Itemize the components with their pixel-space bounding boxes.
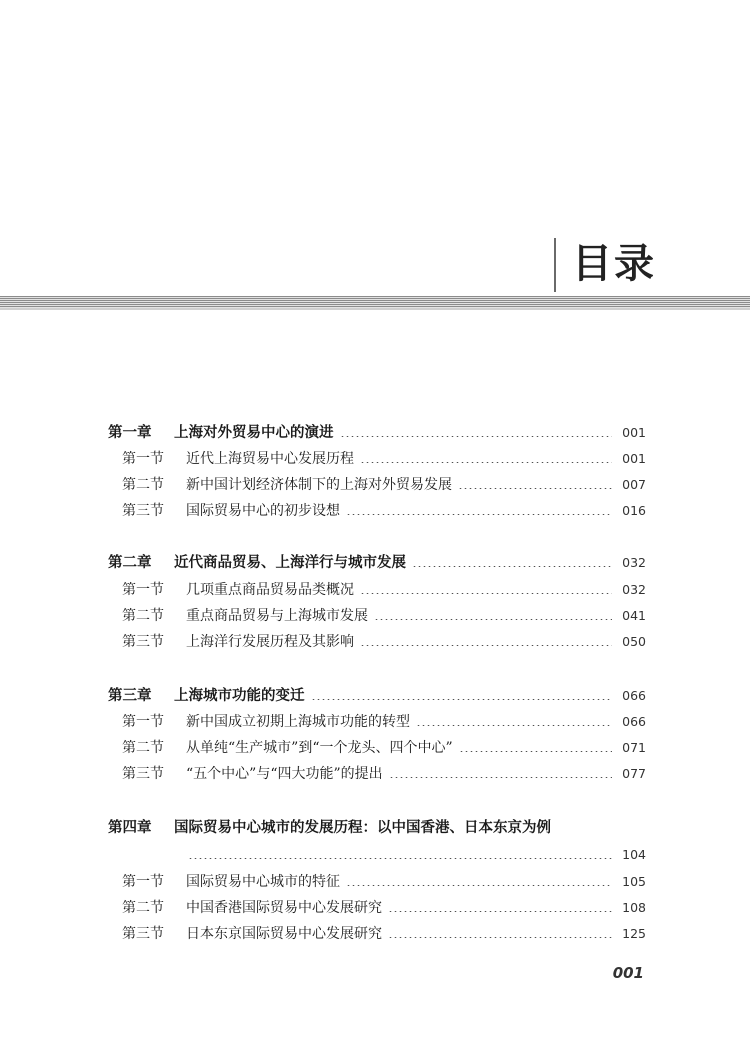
section-label: 第二节 新中国计划经济体制下的上海对外贸易发展 xyxy=(122,477,452,493)
leader-dots xyxy=(459,751,612,752)
leader-dots xyxy=(188,858,612,859)
page-number: 016 xyxy=(622,503,646,518)
toc-section-3-3[interactable] xyxy=(0,762,750,786)
toc-chapter-4[interactable] xyxy=(0,816,750,840)
toc-section-4-3[interactable] xyxy=(0,922,750,946)
toc-chapter-1[interactable] xyxy=(0,421,750,445)
leader-dots xyxy=(311,699,612,700)
section-label: 第三节 上海洋行发展历程及其影响 xyxy=(122,634,354,650)
leader-dots xyxy=(412,566,612,567)
toc-section-2-2[interactable] xyxy=(0,604,750,628)
header-rule xyxy=(0,296,750,308)
section-label: 第三节 日本东京国际贸易中心发展研究 xyxy=(122,926,382,942)
section-label: 第一节 新中国成立初期上海城市功能的转型 xyxy=(122,714,410,730)
section-label: 第二节 中国香港国际贸易中心发展研究 xyxy=(122,900,382,916)
page-folio: 001 xyxy=(612,964,644,982)
page-number: 032 xyxy=(622,582,646,597)
toc-chapter-3[interactable] xyxy=(0,684,750,708)
leader-dots xyxy=(360,462,612,463)
page-number: 050 xyxy=(622,634,646,649)
page-number: 105 xyxy=(622,874,646,889)
section-label: 第一节 近代上海贸易中心发展历程 xyxy=(122,451,354,467)
leader-dots xyxy=(388,911,612,912)
leader-dots xyxy=(388,937,612,938)
page-title: 目录 xyxy=(572,241,656,287)
leader-dots xyxy=(389,777,612,778)
toc-section-1-3[interactable] xyxy=(0,499,750,523)
page-number: 001 xyxy=(622,451,646,466)
header-rule-edge xyxy=(0,308,750,310)
page-number: 007 xyxy=(622,477,646,492)
toc-section-2-1[interactable] xyxy=(0,578,750,602)
page-number: 104 xyxy=(622,847,646,862)
leader-dots xyxy=(458,488,612,489)
section-label: 第二节 从单纯“生产城市”到“一个龙头、四个中心” xyxy=(122,740,453,756)
page-number: 001 xyxy=(622,425,646,440)
page-number: 032 xyxy=(622,555,646,570)
page-number: 066 xyxy=(622,714,646,729)
page-number: 077 xyxy=(622,766,646,781)
toc-section-1-2[interactable] xyxy=(0,473,750,497)
section-label: 第二节 重点商品贸易与上海城市发展 xyxy=(122,608,368,624)
toc-chapter-2[interactable] xyxy=(0,551,750,575)
toc-section-2-3[interactable] xyxy=(0,630,750,654)
leader-dots xyxy=(340,436,612,437)
chapter-label: 第四章 国际贸易中心城市的发展历程：以中国香港、日本东京为例 xyxy=(108,819,551,836)
section-label: 第一节 几项重点商品贸易品类概况 xyxy=(122,582,354,598)
toc-section-1-1[interactable] xyxy=(0,447,750,471)
toc-section-4-2[interactable] xyxy=(0,896,750,920)
leader-dots xyxy=(374,619,612,620)
page-number: 041 xyxy=(622,608,646,623)
chapter-label: 第一章 上海对外贸易中心的演进 xyxy=(108,424,334,441)
toc-chapter-4-leader[interactable] xyxy=(0,843,750,867)
leader-dots xyxy=(346,514,612,515)
chapter-label: 第三章 上海城市功能的变迁 xyxy=(108,687,305,704)
page-number: 108 xyxy=(622,900,646,915)
section-label: 第三节 国际贸易中心的初步设想 xyxy=(122,503,340,519)
page-number: 071 xyxy=(622,740,646,755)
leader-dots xyxy=(416,725,612,726)
leader-dots xyxy=(360,593,612,594)
toc-section-3-1[interactable] xyxy=(0,710,750,734)
section-label: 第一节 国际贸易中心城市的特征 xyxy=(122,874,340,890)
chapter-label: 第二章 近代商品贸易、上海洋行与城市发展 xyxy=(108,554,406,571)
leader-dots xyxy=(360,645,612,646)
title-accent-bar xyxy=(554,238,556,292)
toc-section-4-1[interactable] xyxy=(0,870,750,894)
toc-section-3-2[interactable] xyxy=(0,736,750,760)
section-label: 第三节 “五个中心”与“四大功能”的提出 xyxy=(122,766,383,782)
page-number: 066 xyxy=(622,688,646,703)
page-number: 125 xyxy=(622,926,646,941)
leader-dots xyxy=(346,885,612,886)
